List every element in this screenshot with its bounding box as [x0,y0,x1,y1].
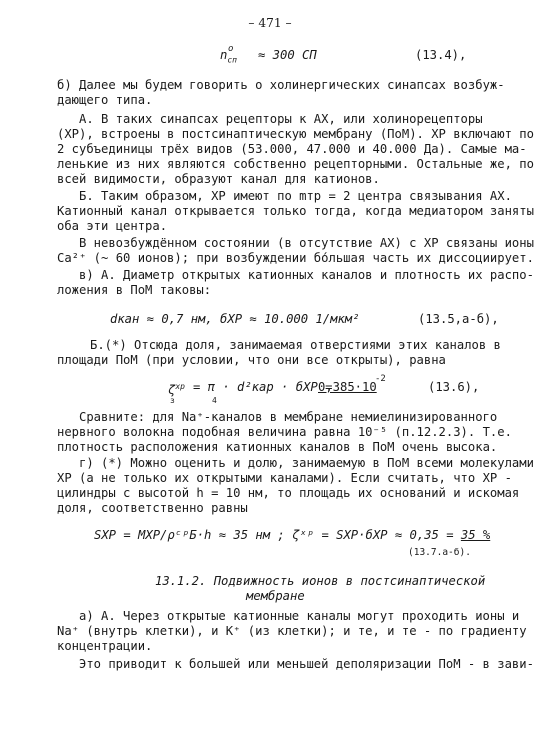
eq-13-6-lhs: $\zeta^{хр}$ [168,382,185,398]
para-g-line-4: доля, соответственно равны [57,501,248,515]
para-b3-line-2: площади ПоМ (при условии, что они все открыты), равна [57,353,446,367]
eq-13-4-rhs: ≈ 300 СП [258,48,317,62]
eq-13-6-rhs: 0,385·10 [318,380,377,394]
eq-13-4-label: (13.4), [415,48,467,62]
para-a-line-1: А. В таких синапсах рецепторы к АХ, или холинорецепторы [79,112,483,126]
para-b-line-1: б) Далее мы будем говорить о холинергических синапсах возбуж- [57,78,505,92]
eq-13-6-mid: = π · d²кар · бХР = [193,380,333,394]
para-last-line-1: Это приводит к большей или меньшей деполяризации ПоМ - в зави- [79,657,534,671]
para-compare-line-2: нервного волокна подобная величина равна 10⁻⁵ (п.12.2.3). Т.е. [57,425,512,439]
para-b-line-2: дающего типа. [57,93,153,107]
para-v-line-1: в) А. Диаметр открытых катионных каналов и плотность их распо- [79,268,534,282]
eq-13-5-label: (13.5,а-б), [418,312,499,326]
eq-13-7: SХР = MХР/ρᶜᵖБ·h ≈ 35 нм ; ζˣᵖ = SХР·бХР ≈ 0,35 = 35 % [94,528,491,542]
para-aa-line-2: Nа⁺ (внутрь клетки), и К⁺ (из клетки); и те, и те - по градиенту [57,624,527,638]
para-compare-line-1: Сравните: для Nа⁺-каналов в мембране немиелинизированного [79,410,498,424]
eq-13-6-lhs-sub: з [170,396,175,405]
para-a-line-4: ленькие из них являются собственно рецепторными. Остальные же, по [57,157,534,171]
page-number: – 471 – [248,16,292,30]
eq-13-4-lhs-top: o [228,44,234,54]
para-v-line-2: ложения в ПоМ таковы: [57,283,212,297]
para-b2-line-1: Б. Таким образом, ХР имеют по mтр = 2 центра связывания АХ. [79,189,512,203]
section-title-line-2: мембране [246,589,305,603]
para-g-line-1: г) (*) Можно оценить и долю, занимаемую в ПоМ всеми молекулами [79,456,534,470]
para-b2-line-3: оба эти центра. [57,219,168,233]
eq-13-6-label: (13.6), [428,380,480,394]
para-rest-line-1: В невозбуждённом состоянии (в отсутствие АХ) с ХР связаны ионы [79,236,534,250]
eq-13-6-rhs-exp: -2 [375,374,386,384]
para-compare-line-3: плотность расположения катионных каналов в ПоМ очень высока. [57,440,498,454]
eq-13-7-label: (13.7.а-б). [408,547,471,558]
para-aa-line-3: концентрации. [57,639,153,653]
para-a-line-3: 2 субъединицы трёх видов (53.000, 47.000 и 40.000 Да). Самые ма- [57,142,527,156]
para-rest-line-2: Са²⁺ (~ 60 ионов); при возбуждении бо́льшая часть их диссоциирует. [57,251,534,265]
eq-13-6-pi-den: 4 [212,396,217,405]
eq-13-4-lhs: $n_{сп}$ [220,48,237,65]
para-g-line-2: ХР (а не только их открытыми каналами). Если считать, что ХР - [57,471,512,485]
section-title-line-1: 13.1.2. Подвижность ионов в постсинаптической [155,574,486,588]
eq-13-5: dкан ≈ 0,7 нм, бХР ≈ 10.000 1/мкм² [110,312,360,326]
para-b3-line-1: Б.(*) Отсюда доля, занимаемая отверстиями этих каналов в [90,338,501,352]
para-g-line-3: цилиндры с высотой h = 10 нм, то площадь их оснований и искомая [57,486,520,500]
para-b2-line-2: Катионный канал открывается только тогда, когда медиатором заняты [57,204,534,218]
para-a-line-5: всей видимости, образуют канал для катионов. [57,172,380,186]
para-a-line-2: (ХР), встроены в постсинаптическую мембрану (ПоМ). ХР включают по [57,127,534,141]
para-aa-line-1: а) А. Через открытые катионные каналы могут проходить ионы и [79,609,520,623]
